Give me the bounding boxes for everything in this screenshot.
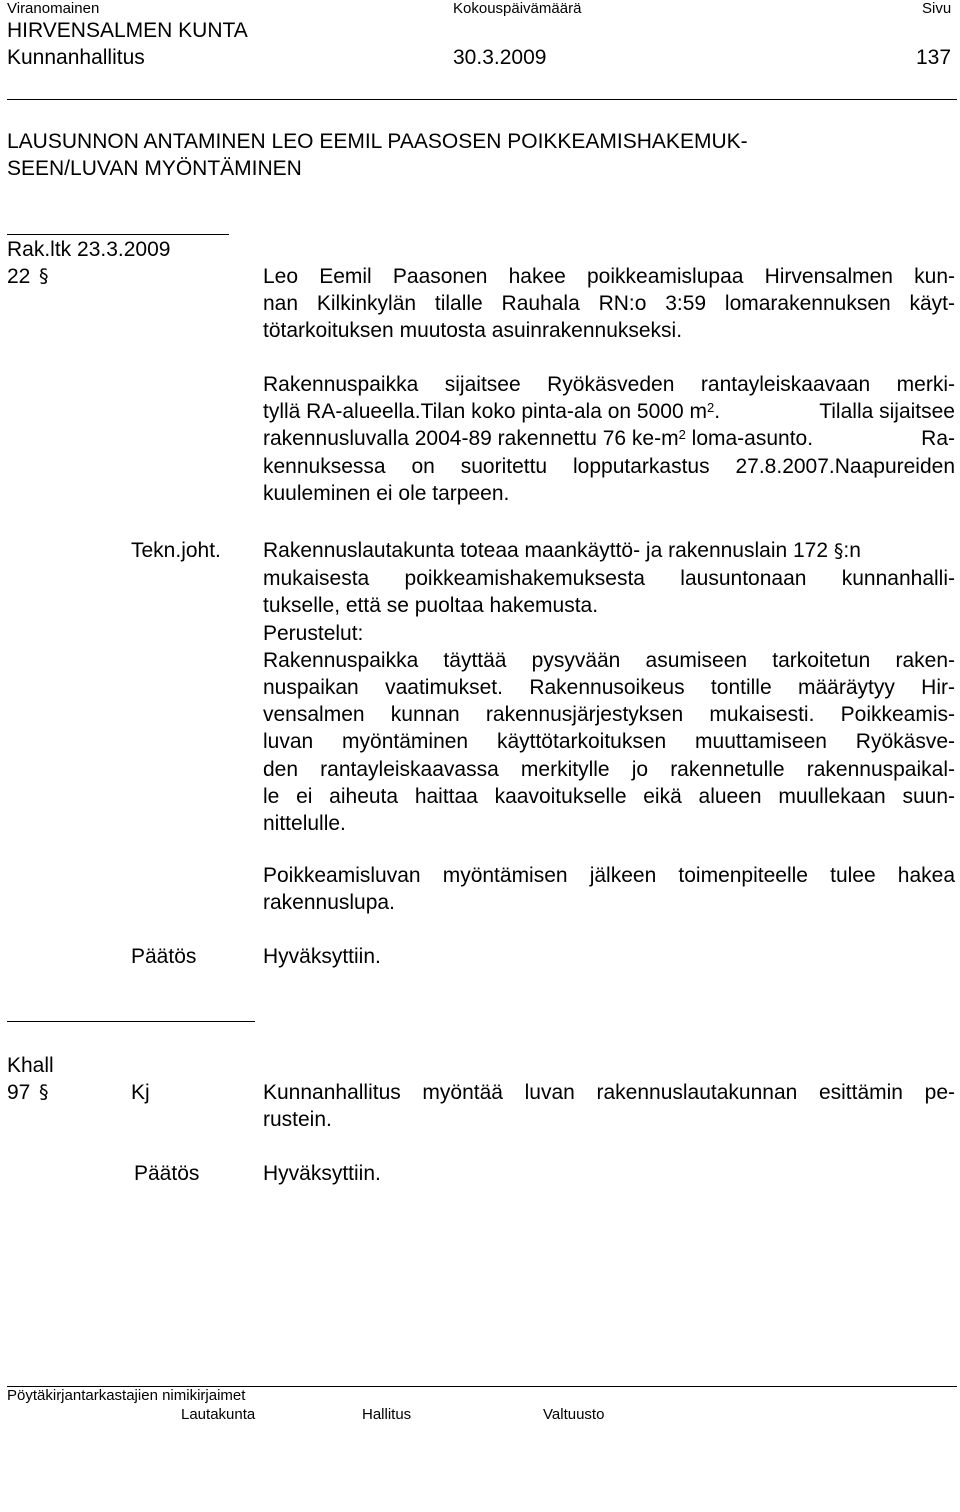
site-line-text: .: [714, 400, 721, 424]
decision-label: Päätös: [131, 945, 197, 968]
section-sign-icon: §: [833, 540, 844, 562]
header-page-label: Sivu: [922, 0, 952, 17]
site-line: [263, 398, 955, 425]
header-page-number: 137: [916, 46, 952, 69]
rakltk-intro-line: tötarkoituksen muutosta asuinrakennukseksi.: [263, 319, 683, 343]
page-title-line2: SEEN/LUVAN MYÖNTÄMINEN: [7, 157, 302, 180]
khall-proposer-label: Kj: [131, 1081, 150, 1104]
proposal-text: :n: [843, 539, 861, 562]
proposal-line: [263, 537, 955, 565]
site-line: kennuksessa on suoritettu lopputarkastus 27.8.2007.Naapureiden: [263, 454, 955, 478]
after-permit-line: Poikkeamisluvan myöntämisen jälkeen toimenpiteelle tulee hakea: [263, 864, 955, 887]
page-title-line1: LAUSUNNON ANTAMINEN LEO EEMIL PAASOSEN POIKKEAMISHAKEMUK-: [7, 130, 748, 153]
khall-decision-text: Hyväksyttiin.: [263, 1162, 381, 1185]
site-line: Rakennuspaikka sijaitsee Ryökäsveden rantayleiskaavaan merki-: [263, 373, 955, 396]
grounds-line: nittelulle.: [263, 812, 346, 836]
after-permit-line: rakennuslupa.: [263, 891, 395, 915]
footer-lautakunta: Lautakunta: [181, 1406, 256, 1423]
rakltk-intro: [263, 263, 955, 345]
superscript: 2: [678, 427, 686, 443]
rakltk-intro-line: Leo Eemil Paasonen hakee poikkeamislupaa Hirvensalmen kun-: [263, 265, 955, 288]
khall-reference: Khall: [7, 1054, 54, 1077]
rakltk-section-number: 22: [7, 265, 31, 288]
header-authority: HIRVENSALMEN KUNTA: [7, 19, 248, 42]
proposal-line: mukaisesta poikkeamishakemuksesta lausuntonaan kunnanhalli-: [263, 567, 955, 591]
footer-hallitus: Hallitus: [362, 1406, 412, 1423]
superscript: 2: [706, 400, 715, 416]
site-line-text: loma-asunto.: [685, 427, 814, 451]
rakltk-proposal: [263, 537, 955, 837]
site-line: [263, 425, 955, 452]
footer-initials-label: Pöytäkirjantarkastajien nimikirjaimet: [7, 1387, 246, 1404]
grounds-line: luvan myöntäminen käyttötarkoituksen muuttamiseen Ryökäsve-: [263, 730, 955, 754]
khall-proposal-line: Kunnanhallitus myöntää luvan rakennuslautakunnan esittämin pe-: [263, 1081, 955, 1104]
site-line-text: Tilalla sijaitsee: [819, 400, 955, 424]
footer-valtuusto: Valtuusto: [543, 1406, 605, 1423]
section-sign-icon: §: [39, 1081, 49, 1103]
khall-proposal-line: rustein.: [263, 1108, 332, 1132]
grounds-line: nuspaikan vaatimukset. Rakennusoikeus tontille määräytyy Hir-: [263, 676, 955, 700]
header-authority-label: Viranomainen: [7, 0, 100, 17]
rakltk-reference: Rak.ltk 23.3.2009: [7, 238, 171, 261]
site-line-text: Ra-: [921, 427, 955, 451]
khall-decision-label: Päätös: [134, 1162, 200, 1185]
header-date-label: Kokouspäivämäärä: [453, 0, 582, 17]
khall-section-number: 97: [7, 1081, 31, 1104]
section-divider-khall: [7, 1021, 255, 1022]
header-date: 30.3.2009: [453, 46, 547, 69]
section-sign-icon: §: [39, 265, 49, 287]
proposer-label: Tekn.joht.: [131, 539, 221, 562]
rakltk-site-description: [263, 371, 955, 507]
grounds-line: den rantayleiskaavassa merkitylle jo rakennetulle rakennuspaikal-: [263, 757, 955, 781]
proposal-line: tukselle, että se puoltaa hakemusta.: [263, 594, 599, 618]
site-line-text: tyllä RA-alueella.Tilan koko pinta-ala on 5000 m: [263, 400, 707, 424]
site-line-text: rakennusluvalla 2004-89 rakennettu 76 ke-m: [263, 427, 679, 451]
grounds-line: le ei aiheuta haittaa kaavoitukselle eikä alueen muullekaan suun-: [263, 784, 955, 808]
header-body: Kunnanhallitus: [7, 46, 145, 69]
rakltk-intro-line: nan Kilkinkylän tilalle Rauhala RN:o 3:59 lomarakennuksen käyt-: [263, 292, 955, 316]
decision-text: Hyväksyttiin.: [263, 945, 381, 968]
grounds-label: Perustelut:: [263, 621, 364, 645]
header-divider: [7, 99, 957, 100]
section-divider-rakltk: [7, 234, 229, 235]
grounds-line: vensalmen kunnan rakennusjärjestyksen mukaisesti. Poikkeamis-: [263, 703, 955, 727]
grounds-line: Rakennuspaikka täyttää pysyvään asumiseen tarkoitetun raken-: [263, 648, 955, 672]
after-permit-note: [263, 862, 955, 916]
proposal-text: Rakennuslautakunta toteaa maankäyttö- ja rakennuslain 172: [263, 539, 834, 562]
khall-proposal: [263, 1079, 955, 1133]
site-line: kuuleminen ei ole tarpeen.: [263, 481, 510, 505]
